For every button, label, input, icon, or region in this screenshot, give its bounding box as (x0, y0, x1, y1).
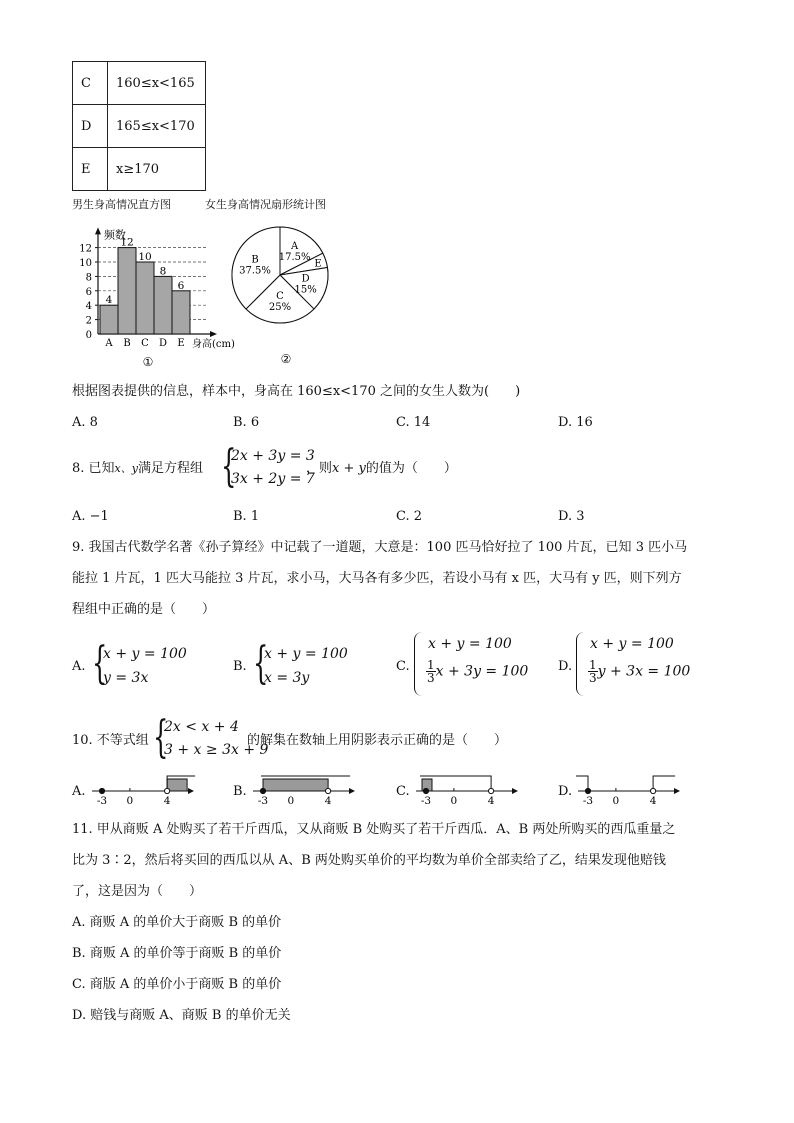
range-cell: 160≤x<165 (108, 62, 206, 105)
closed-dot (585, 788, 590, 793)
number-line-arrow (188, 788, 194, 794)
tick-label: 4 (649, 795, 657, 807)
q8-option-c: C. 2 (396, 509, 423, 524)
pie-value-c: 25% (268, 302, 292, 313)
q9-option-b-label: B. (233, 659, 247, 674)
q11-option-b: B. 商贩 A 的单价等于商贩 B 的单价 (72, 946, 282, 961)
q8-eq1: 2x + 3y = 3 (231, 448, 315, 464)
bar-data-label: 8 (159, 265, 167, 278)
x-tick-label: D (158, 338, 168, 349)
group-cell: E (73, 148, 108, 191)
x-axis-arrow (210, 331, 217, 337)
open-dot (651, 788, 656, 793)
q10-eq2: 3 + x ≥ 3x + 9 (164, 742, 269, 758)
pie-value-a: 17.5% (278, 252, 311, 264)
q8-pre (72, 461, 203, 477)
x-tick-label: B (123, 338, 131, 349)
histogram-title: 男生身高情况直方图 (72, 198, 171, 211)
q10-eq1: 2x < x + 4 (164, 719, 239, 735)
shaded-region (167, 779, 187, 791)
q9-option-b-eq2: x = 3y (264, 670, 310, 686)
q9-option-b-eq1: x + y = 100 (264, 646, 348, 662)
group-cell: D (73, 105, 108, 148)
closed-dot (99, 788, 104, 793)
q8-option-a: A. −1 (72, 509, 109, 524)
pie-chart (225, 213, 345, 368)
q8-post (306, 461, 457, 477)
y-axis-label: 频数 (104, 228, 126, 242)
tick-label: -3 (582, 795, 594, 807)
y-tick-label: 0 (85, 330, 92, 341)
x-tick-label: C (141, 338, 149, 349)
q8-mid: 满足方程组 (137, 461, 203, 476)
q7-option-c: C. 14 (396, 415, 431, 430)
range-bracket-right (653, 776, 675, 791)
q9-option-a-eq2: y = 3x (103, 670, 149, 686)
q9-option-d-brace (576, 632, 585, 696)
q7-option-d: D. 16 (558, 415, 593, 430)
q11-option-c: C. 商版 A 的单价小于商贩 B 的单价 (72, 977, 282, 992)
q8-post1: ，则 (306, 461, 333, 476)
q11-line2: 比为 3∶2，然后将买回的西瓜以从 A、B 两处购买单价的平均数为单价全部卖给了乙，结果发现他赔钱 (72, 853, 666, 868)
tick-label: 4 (324, 795, 332, 807)
range-cell: x≥170 (108, 148, 206, 191)
q8-brace: { (221, 441, 237, 492)
open-dot (165, 788, 170, 793)
q9-option-c-brace (414, 632, 423, 696)
q10-option-a-label: A. (72, 784, 86, 799)
q9-option-c-eq1: x + y = 100 (428, 636, 512, 652)
q9-option-a-brace: { (92, 638, 108, 689)
pie-title: 女生身高情况扇形统计图 (205, 198, 326, 211)
q9-c-eq2-rest: x + 3y = 100 (435, 663, 529, 680)
closed-dot (423, 788, 428, 793)
q7-option-b: B. 6 (233, 415, 260, 430)
q9-d-frac-num: 1 (589, 658, 597, 672)
pie-caption: ② (280, 352, 292, 366)
q10-option-a-numberline (88, 771, 198, 807)
tick-label: 4 (163, 795, 171, 807)
tick-label: -3 (257, 795, 269, 807)
q9-d-frac-den: 3 (589, 671, 597, 685)
q11-option-a: A. 商贩 A 的单价大于商贩 B 的单价 (72, 915, 282, 930)
shaded-region (263, 779, 328, 791)
pie-label-b: B (251, 254, 259, 266)
q9-option-a-eq1: x + y = 100 (103, 646, 187, 662)
histogram-bar (118, 248, 136, 334)
histogram-caption: ① (142, 355, 154, 369)
q10-option-d-numberline (574, 771, 684, 807)
q11-line1: 11. 甲从商贩 A 处购买了若干斤西瓜，又从商贩 B 处购买了若干斤西瓜．A、B 两处所购买的西瓜重量之 (72, 822, 676, 837)
q7-stem: 根据图表提供的信息，样本中，身高在 160≤x<170 之间的女生人数为( ) (72, 384, 521, 399)
table-row (73, 148, 206, 191)
q7-option-a: A. 8 (72, 415, 98, 430)
q10-brace: { (153, 712, 169, 763)
q8-prefix: 8. 已知 (72, 461, 115, 476)
histogram-chart (70, 213, 235, 369)
pie-label-a: A (291, 241, 299, 253)
histogram-bar (136, 262, 154, 334)
open-dot (326, 788, 331, 793)
q9-c-frac-num: 1 (427, 658, 435, 672)
q8-option-d: D. 3 (558, 509, 585, 524)
q8-option-b: B. 1 (233, 509, 260, 524)
bar-data-label: 12 (120, 236, 134, 249)
q10-option-b-numberline (249, 771, 359, 807)
bar-data-label: 4 (105, 294, 113, 307)
number-line-arrow (674, 788, 680, 794)
number-line-arrow (349, 788, 355, 794)
y-tick-label: 10 (79, 258, 92, 269)
open-dot (489, 788, 494, 793)
q9-option-c-label: C. (396, 659, 410, 674)
q11-line3: 了，这是因为（ ） (72, 884, 203, 899)
q9-line1: 9. 我国古代数学名著《孙子算经》中记载了一道题，大意是：100 匹马恰好拉了 100 片瓦，已知 3 匹小马 (72, 540, 688, 555)
q9-option-d-eq2 (588, 659, 690, 684)
tick-label: 4 (487, 795, 495, 807)
q9-option-d-eq1: x + y = 100 (590, 636, 674, 652)
q9-line2: 能拉 1 片瓦，1 匹大马能拉 3 片瓦，求小马，大马各有多少匹，若设小马有 x 匹，大马有 y 匹，则下列方 (72, 571, 682, 586)
height-group-table (72, 61, 206, 191)
y-axis-arrow (95, 227, 101, 234)
y-tick-label: 4 (85, 301, 92, 313)
pie-label-c: C (276, 291, 284, 302)
tick-label: 0 (450, 795, 458, 807)
y-tick-label: 2 (85, 315, 92, 327)
q10-post: 的解集在数轴上用阴影表示正确的是（ ） (247, 733, 508, 748)
q10-option-c-label: C. (396, 784, 410, 799)
y-tick-label: 8 (85, 272, 92, 284)
histogram-bar (100, 305, 118, 334)
histogram-bar (172, 291, 190, 334)
tick-label: 0 (287, 795, 295, 807)
range-cell: 165≤x<170 (108, 105, 206, 148)
table-row (73, 62, 206, 105)
q10-option-b-label: B. (233, 784, 247, 799)
tick-label: 0 (126, 795, 134, 807)
tick-label: 0 (612, 795, 620, 807)
q9-line3: 程组中正确的是（ ） (72, 602, 216, 617)
q9-c-frac-den: 3 (427, 671, 435, 685)
histogram-bar (154, 276, 172, 334)
q8-vars: x、y (114, 462, 138, 475)
q10-option-c-numberline (412, 771, 522, 807)
x-axis-label: 身高(cm) (192, 339, 235, 350)
q8-post2: 的值为（ ） (365, 461, 457, 476)
pie-label-d: D (301, 273, 310, 285)
tick-label: -3 (420, 795, 432, 807)
table-row (73, 105, 206, 148)
pie-label-e: E (314, 258, 322, 270)
q8-expr: x + y (332, 461, 366, 476)
q9-option-c-eq2 (426, 659, 528, 684)
q10-pre: 10. 不等式组 (72, 733, 149, 748)
q9-d-eq2-rest: y + 3x = 100 (597, 663, 691, 680)
q10-option-d-label: D. (558, 784, 573, 799)
q9-option-b-brace: { (253, 638, 269, 689)
q9-option-a-label: A. (72, 659, 86, 674)
group-cell: C (73, 62, 108, 105)
closed-dot (260, 788, 265, 793)
y-tick-label: 6 (85, 286, 92, 298)
bar-data-label: 10 (138, 251, 152, 263)
q8-eq2: 3x + 2y = 7 (231, 471, 315, 487)
x-tick-label: A (105, 338, 113, 349)
y-tick-label: 12 (79, 243, 92, 255)
tick-label: -3 (96, 795, 108, 807)
q11-option-d: D. 赔钱与商贩 A、商贩 B 的单价无关 (72, 1008, 291, 1023)
x-tick-label: E (177, 338, 185, 349)
pie-value-d: 15% (294, 284, 317, 296)
bar-data-label: 6 (177, 279, 185, 292)
pie-value-b: 37.5% (239, 265, 271, 277)
number-line-arrow (512, 788, 518, 794)
q9-option-d-label: D. (558, 659, 573, 674)
